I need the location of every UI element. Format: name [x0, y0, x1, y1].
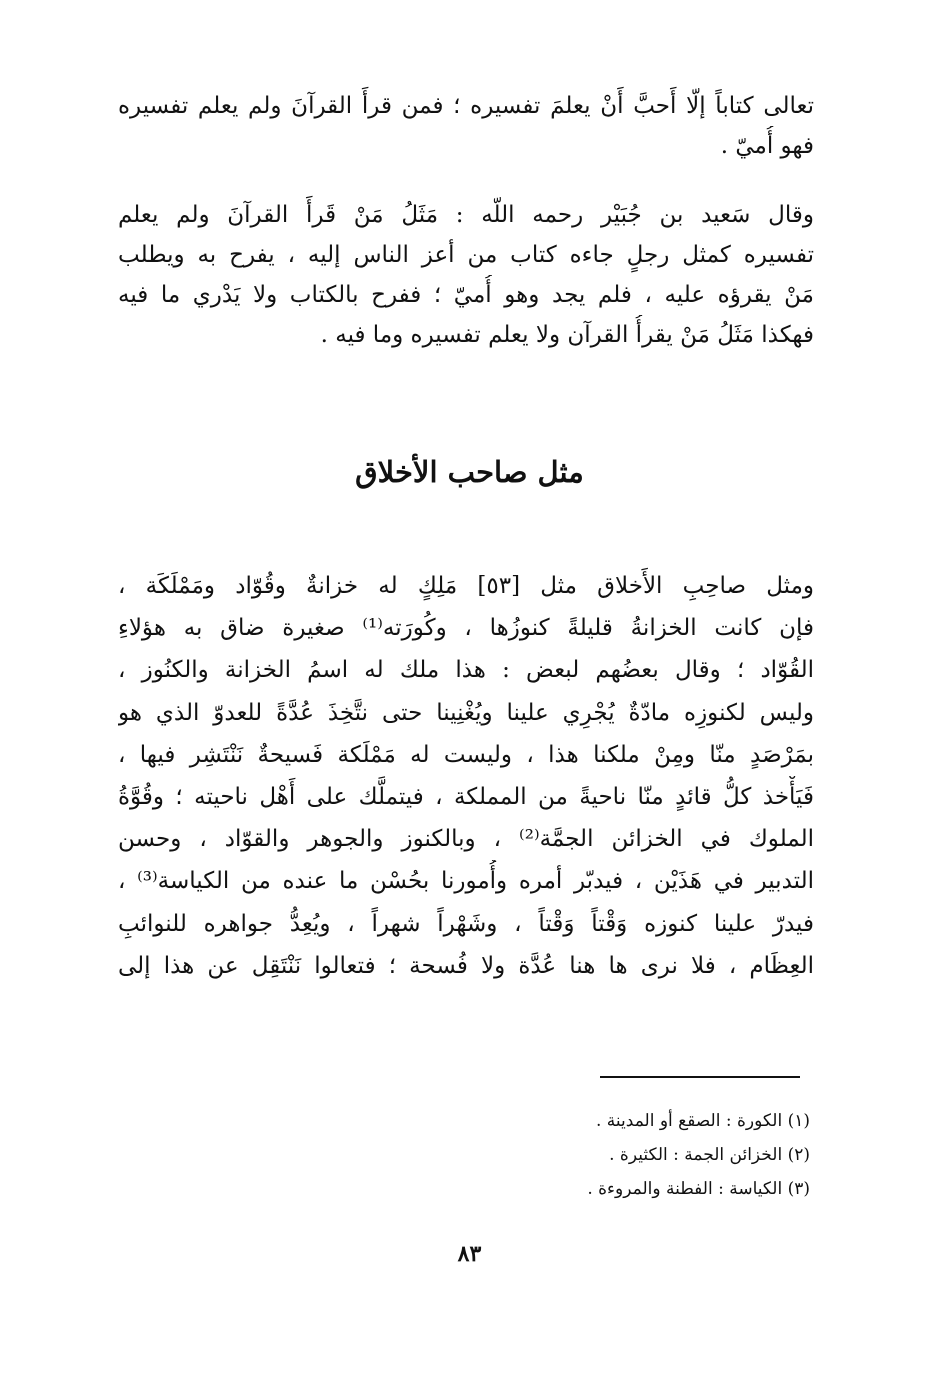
section-heading: مثل صاحب الأخلاق: [355, 455, 584, 489]
text-line: القُوّاد ؛ وقال بعضُهم لبعض : هذا ملك له اسمُ الخزانة والكنُوز ،: [118, 657, 814, 684]
text-line: وقال سَعيد بن جُبَيْر رحمه اللّه : مَثَلُ مَنْ قَرأَ القرآنَ ولم يعلم: [118, 202, 814, 228]
text-line: فيدرّ علينا كنوزه وَقْتاً وَقْتاً ، وشَهْراً شهراً ، ويُعِدُّ جواهره للنوائبِ: [118, 910, 814, 937]
text-line: مَنْ يقرؤه عليه ، فلم يجد وهو أُميّ ؛ ففرح بالكتاب ولا يَدْري ما فيه: [118, 282, 814, 308]
footnote-1: (١) الكورة : الصقع أو المدينة .: [595, 1111, 810, 1131]
text-line: ومثل صاحِبِ الأَخلاق مثل [٥٣] مَلِكٍ له خزانةٌ وقُوّاد ومَمْلَكَة ،: [118, 573, 814, 599]
page-number: ٨٣: [457, 1241, 482, 1267]
footnotes: [400, 1104, 810, 1206]
text-line: التدبير في هَذَيْن ، فيدبّر أمره وأُمورنا بحُسْن ما عنده من الكياسة⁽³⁾ ،: [118, 868, 814, 895]
paragraph-2: [118, 195, 814, 355]
paragraph-1: [118, 86, 814, 166]
text-line: تعالى كتاباً إلّا أَحبَّ أَنْ يعلمَ تفسيره ؛ فمن قرأَ القرآنَ ولم يعلم تفسيره: [118, 93, 814, 119]
footnote-2: (٢) الخزائن الجمة : الكثيرة .: [609, 1145, 810, 1165]
text-line: فهكذا مَثَلُ مَنْ يقرأُ القرآن ولا يعلم تفسيره وما فيه .: [320, 322, 814, 348]
text-line: فإن كانت الخزانةُ قليلةً كنوزُها ، وكُورَته⁽¹⁾ صغيرة ضاق به هؤلاءِ: [118, 615, 814, 642]
text-line: فهو أُميّ .: [720, 133, 814, 159]
text-line: فَيَأْخذ كلُّ قائدٍ منّا ناحيةً من المملكة ، فيتملَّك على أَهْل ناحيته ؛ وقُوَّةُ: [118, 783, 814, 810]
text-line: الملوك في الخزائن الجمَّة⁽²⁾ ، وبالكنوز والجوهر والقوّاد ، وحسن: [118, 826, 814, 853]
footnote-divider: [600, 1076, 800, 1078]
text-line: تفسيره كمثل رجلٍ جاءه كتاب من أعز الناس إليه ، يفرح به ويطلب: [118, 242, 814, 268]
text-line: بمَرْصَدٍ منّا ومِنْ ملكنا هذا ، وليست له مَمْلَكة فَسيحةٌ نَنْتَشِر فيها ،: [118, 741, 814, 768]
section-paragraph: [118, 565, 814, 987]
footnote-3: (٣) الكياسة : الفطنة والمروءة .: [587, 1179, 810, 1199]
text-line: العِظَام ، فلا نرى ها هنا عُدَّة ولا فُسحة ؛ فتعالوا نَنْتَقِل عن هذا إلى: [118, 952, 814, 979]
text-line: وليس لكنوزِه مادّةٌ يُجْرِي علينا ويُغْنِينا حتى نتَّخِذَ عُدَّةً للعدوّ الذي هو: [118, 699, 814, 726]
